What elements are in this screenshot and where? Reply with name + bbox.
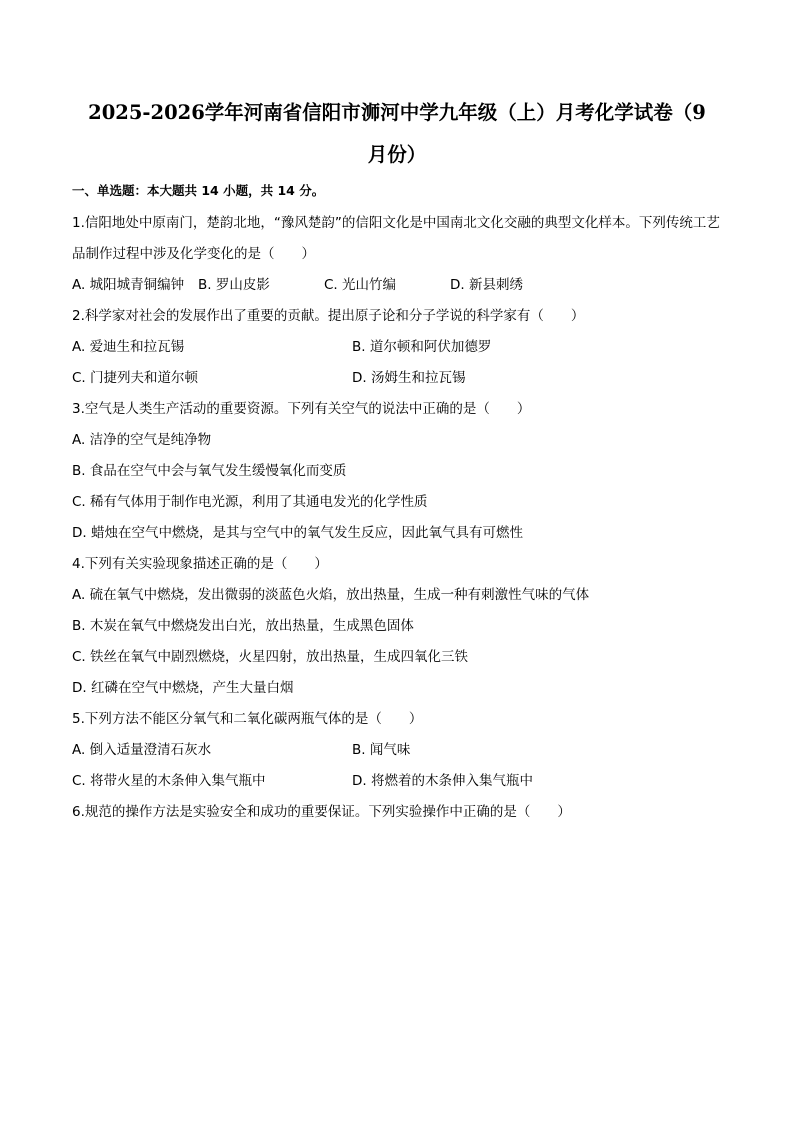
option-c: C. 门捷列夫和道尔顿 [72,370,199,386]
question-stem: 3.空气是人类生产活动的重要资源。下列有关空气的说法中正确的是（ ） [72,401,531,417]
option-d: D. 汤姆生和拉瓦锡 [352,370,466,386]
option-a: A. 城阳城青铜编钟 [72,277,185,293]
options-list [72,332,722,394]
option-d: D. 红磷在空气中燃烧，产生大量白烟 [72,680,294,696]
option-c: C. 铁丝在氧气中剧烈燃烧，火星四射，放出热量，生成四氧化三铁 [72,649,469,665]
question-stem: 6.规范的操作方法是实验安全和成功的重要保证。下列实验操作中正确的是（ ） [72,804,571,820]
question-5 [72,704,722,797]
option-b: B. 道尔顿和阿伏加德罗 [352,339,492,355]
exam-title-line2: 月份） [367,143,427,166]
exam-title-line1: 2025-2026学年河南省信阳市浉河中学九年级（上）月考化学试卷（9 [88,101,706,124]
question-4 [72,549,722,704]
option-d: D. 新县刺绣 [450,277,523,293]
option-a: A. 洁净的空气是纯净物 [72,432,212,448]
option-c: C. 将带火星的木条伸入集气瓶中 [72,773,266,789]
question-stem: 2.科学家对社会的发展作出了重要的贡献。提出原子论和分子学说的科学家有（ ） [72,308,585,324]
options-list [72,735,722,797]
question-stem: 5.下列方法不能区分氧气和二氧化碳两瓶气体的是（ ） [72,711,423,727]
options-list [72,580,722,704]
option-c: C. 光山竹编 [324,277,397,293]
question-stem: 1.信阳地处中原南门，楚韵北地，“豫风楚韵”的信阳文化是中国南北文化交融的典型文化样本。下列传统工艺品制作过程中涉及化学变化的是（ ） [72,215,720,262]
question-stem: 4.下列有关实验现象描述正确的是（ ） [72,556,328,572]
option-c: C. 稀有气体用于制作电光源，利用了其通电发光的化学性质 [72,494,428,510]
options-list [72,425,722,549]
option-a: A. 爱迪生和拉瓦锡 [72,339,185,355]
question-3 [72,394,722,549]
exam-page [72,92,722,828]
section-heading: 一、单选题：本大题共 14 小题，共 14 分。 [72,183,325,198]
option-b: B. 木炭在氧气中燃烧发出白光，放出热量，生成黑色固体 [72,618,414,634]
option-b: B. 罗山皮影 [198,277,270,293]
exam-title [72,92,722,176]
question-6 [72,797,722,828]
question-2 [72,301,722,394]
option-a: A. 硫在氧气中燃烧，发出微弱的淡蓝色火焰，放出热量，生成一种有刺激性气味的气体 [72,587,590,603]
option-d: D. 将燃着的木条伸入集气瓶中 [352,773,533,789]
option-b: B. 闻气味 [352,742,411,758]
question-1 [72,208,722,301]
option-a: A. 倒入适量澄清石灰水 [72,742,212,758]
option-b: B. 食品在空气中会与氧气发生缓慢氧化而变质 [72,463,347,479]
options-list [72,270,722,301]
option-d: D. 蜡烛在空气中燃烧，是其与空气中的氧气发生反应，因此氧气具有可燃性 [72,525,523,541]
